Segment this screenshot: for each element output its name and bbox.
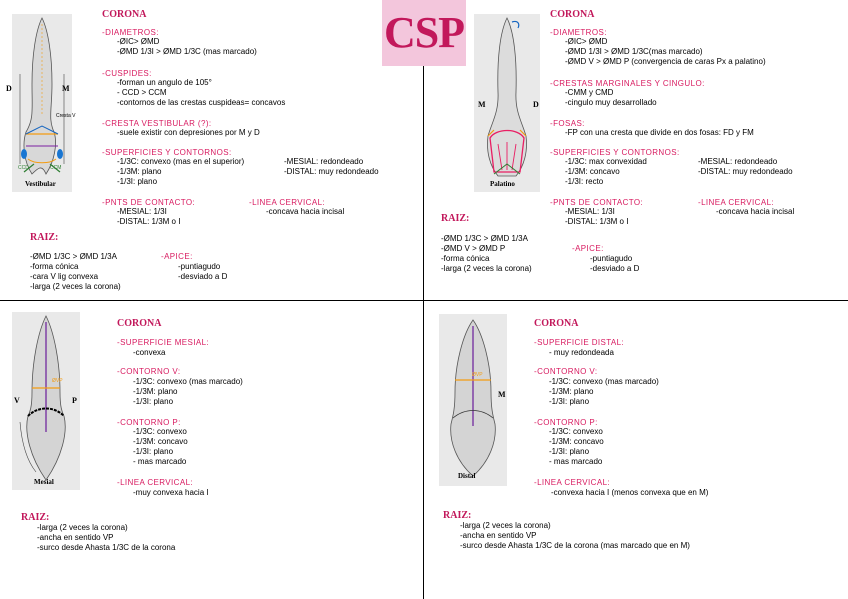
q1-label-ccd: CCD xyxy=(18,165,29,171)
q3-s2-lines: -1/3C: convexo (mas marcado) -1/3M: plano -1/3I: plano xyxy=(133,377,243,406)
q1-s1-title: -DIAMETROS: xyxy=(102,28,159,37)
q3-s3-title: -CONTORNO P: xyxy=(117,418,181,427)
q3-raiz-lines: -larga (2 veces la corona) -ancha en sentido VP -surco desde Ahasta 1/3C de la corona xyxy=(37,523,176,552)
q4-s1-title: -SUPERFICIE DISTAL: xyxy=(534,338,625,347)
q2-caption: Palatino xyxy=(490,180,515,188)
horizontal-divider xyxy=(0,300,848,301)
q1-s5-lines: -MESIAL: 1/3I -DISTAL: 1/3M o I xyxy=(117,207,181,226)
mesial-tooth-drawing xyxy=(12,312,80,490)
q2-apice-title: -APICE: xyxy=(572,244,604,253)
q4-s4-lines: -convexa hacia I (menos convexa que en M) xyxy=(551,488,709,497)
q3-caption: Mesial xyxy=(34,478,54,486)
q2-s2-title: -CRESTAS MARGINALES Y CINGULO: xyxy=(550,79,705,88)
q1-s4-title: -SUPERFICIES Y CONTORNOS: xyxy=(102,148,232,157)
q1-label-m: M xyxy=(62,84,70,93)
q3-corona-heading: CORONA xyxy=(117,318,162,329)
q4-corona-heading: CORONA xyxy=(534,318,579,329)
q2-s5-lines: -MESIAL: 1/3I -DISTAL: 1/3M o I xyxy=(565,207,629,226)
q1-caption: Vestibular xyxy=(25,180,56,188)
q2-s4-title: -SUPERFICIES Y CONTORNOS: xyxy=(550,148,680,157)
q3-label-v: V xyxy=(14,396,20,405)
q1-s2-title: -CUSPIDES: xyxy=(102,69,152,78)
q4-label-zmp: ØVP xyxy=(472,372,483,378)
q1-s3-lines: -suele existir con depresiones por M y D xyxy=(117,128,260,137)
q2-s3-title: -FOSAS: xyxy=(550,119,585,128)
q3-raiz-heading: RAIZ: xyxy=(21,512,50,523)
q2-raiz-lines: -ØMD 1/3C > ØMD 1/3A -ØMD V > ØMD P -forma cónica -larga (2 veces la corona) xyxy=(441,234,532,273)
q3-s1-title: -SUPERFICIE MESIAL: xyxy=(117,338,210,347)
q4-s1-lines: - muy redondeada xyxy=(549,348,614,357)
q3-s2-title: -CONTORNO V: xyxy=(117,367,181,376)
q4-s3-title: -CONTORNO P: xyxy=(534,418,598,427)
q2-s2-lines: -CMM y CMD -cingulo muy desarrollado xyxy=(565,88,657,107)
q3-label-p: P xyxy=(72,396,77,405)
vertical-divider-bottom xyxy=(423,300,424,599)
q4-image xyxy=(439,314,507,486)
q3-s3-lines: -1/3C: convexo -1/3M: concavo -1/3I: plano - mas marcado xyxy=(133,427,188,466)
q4-s2-lines: -1/3C: convexo (mas marcado) -1/3M: plano -1/3I: plano xyxy=(549,377,659,406)
q1-label-arrow: Cresta V xyxy=(56,113,76,119)
q1-raiz-heading: RAIZ: xyxy=(30,232,59,243)
q1-label-d: D xyxy=(6,84,12,93)
q1-s1-lines: -ØIC> ØMD -ØMD 1/3I > ØMD 1/3C (mas marcado) xyxy=(117,37,257,56)
q2-s1-lines: -ØIC> ØMD -ØMD 1/3I > ØMD 1/3C(mas marcado) -ØMD V > ØMD P (convergencia de caras Px a palatino) xyxy=(565,37,766,66)
q4-raiz-heading: RAIZ: xyxy=(443,510,472,521)
q1-label-ccm: CCM xyxy=(50,165,62,171)
csp-logo: CSP xyxy=(382,0,466,66)
q4-raiz-lines: -larga (2 veces la corona) -ancha en sentido VP -surco desde Ahasta 1/3C de la corona (mas marcado que en M) xyxy=(460,521,690,550)
q2-s4-right: -MESIAL: redondeado -DISTAL: muy redondeado xyxy=(698,157,793,176)
q1-s4-lines: -1/3C: convexo (mas en el superior) -1/3M: plano -1/3I: plano xyxy=(117,157,245,186)
q3-s4-title: -LINEA CERVICAL: xyxy=(117,478,194,487)
q2-corona-heading: CORONA xyxy=(550,9,595,20)
q4-caption: Distal xyxy=(458,472,476,480)
q2-apice-lines: -puntiagudo -desviado a D xyxy=(590,254,640,273)
q3-image xyxy=(12,312,80,490)
q1-raiz-lines: -ØMD 1/3C > ØMD 1/3A -forma cónica -cara V lig convexa -larga (2 veces la corona) xyxy=(30,252,121,291)
q3-label-zmp: ØVP xyxy=(52,378,63,384)
q1-s6-lines: -concava hacia incisal xyxy=(266,207,345,216)
distal-tooth-drawing xyxy=(439,314,507,486)
q2-s4-lines: -1/3C: max convexidad -1/3M: concavo -1/3I: recto xyxy=(565,157,647,186)
q2-s6-lines: -concava hacia incisal xyxy=(716,207,795,216)
q1-s2-lines: -forman un angulo de 105° - CCD > CCM -contornos de las crestas cuspideas= concavos xyxy=(117,78,286,107)
q2-label-m: M xyxy=(478,100,486,109)
q3-s1-lines: -convexa xyxy=(133,348,166,357)
q1-s4-right: -MESIAL: redondeado -DISTAL: muy redondeado xyxy=(284,157,379,176)
q2-s3-lines: -FP con una cresta que divide en dos fosas: FD y FM xyxy=(565,128,754,137)
q4-s4-title: -LINEA CERVICAL: xyxy=(534,478,611,487)
q1-apice-lines: -puntiagudo -desviado a D xyxy=(178,262,228,281)
q1-s6-title: -LINEA CERVICAL: xyxy=(249,198,326,207)
q1-apice-title: -APICE: xyxy=(161,252,193,261)
q2-s1-title: -DIAMETROS: xyxy=(550,28,607,37)
q4-s3-lines: -1/3C: convexo -1/3M: concavo -1/3I: plano - mas marcado xyxy=(549,427,604,466)
q3-s4-lines: -muy convexa hacia I xyxy=(133,488,209,497)
q2-label-d: D xyxy=(533,100,539,109)
q4-s2-title: -CONTORNO V: xyxy=(534,367,598,376)
q1-corona-heading: CORONA xyxy=(102,9,147,20)
q1-s5-title: -PNTS DE CONTACTO: xyxy=(102,198,196,207)
q2-s5-title: -PNTS DE CONTACTO: xyxy=(550,198,644,207)
q1-s3-title: -CRESTA VESTIBULAR (?): xyxy=(102,119,212,128)
q2-s6-title: -LINEA CERVICAL: xyxy=(698,198,775,207)
q4-label-m: M xyxy=(498,390,506,399)
q2-raiz-heading: RAIZ: xyxy=(441,213,470,224)
